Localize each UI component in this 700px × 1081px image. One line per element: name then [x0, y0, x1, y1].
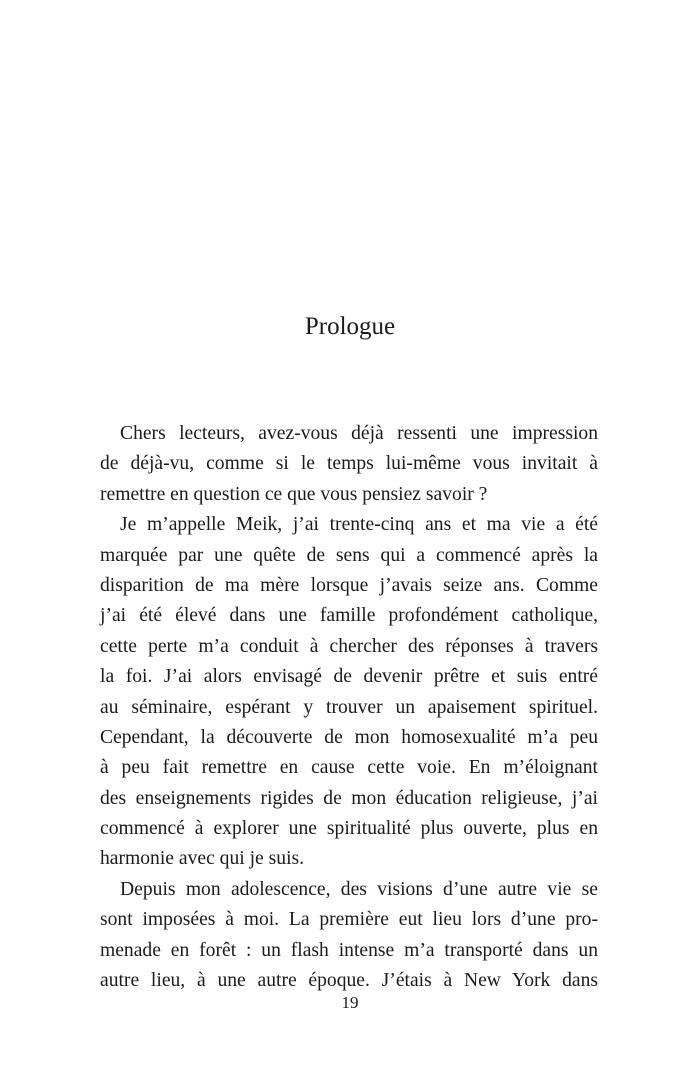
- text-line: Je m’appelle Meik, j’ai trente-cinq ans et ma vie a été: [120, 514, 598, 536]
- text-line: disparition de ma mère lorsque j’avais seize ans. Comme: [100, 574, 598, 596]
- text-line: commencé à explorer une spiritualité plus ouverte, plus en: [100, 818, 598, 840]
- text-line: Chers lecteurs, avez-vous déjà ressenti une impression: [120, 423, 598, 444]
- text-line: sont imposées à moi. La première eut lieu lors d’une pro-: [100, 909, 598, 931]
- text-line: marquée par une quête de sens qui a commencé après la: [100, 544, 598, 566]
- text-line: harmonie avec qui je suis.: [100, 848, 305, 870]
- text-line: de déjà-vu, comme si le temps lui-même vous invitait à: [100, 453, 598, 475]
- text-line: au séminaire, espérant y trouver un apaisement spirituel.: [100, 696, 598, 718]
- text-line: menade en forêt : un flash intense m’a transporté dans un: [100, 939, 598, 961]
- text-line: remettre en question ce que vous pensiez savoir ?: [100, 483, 488, 505]
- text-line: à peu fait remettre en cause cette voie. En m’éloignant: [100, 757, 598, 779]
- text-line: Cependant, la découverte de mon homosexualité m’a peu: [100, 726, 598, 748]
- text-line: des enseignements rigides de mon éducation religieuse, j’ai: [100, 787, 598, 809]
- chapter-body: [100, 419, 598, 996]
- text-line: j’ai été élevé dans une famille profondément catholique,: [100, 605, 598, 627]
- page-number: 19: [341, 993, 359, 1012]
- text-line: autre lieu, à une autre époque. J’étais à New York dans: [100, 970, 598, 992]
- text-line: cette perte m’a conduit à chercher des réponses à travers: [100, 635, 598, 657]
- text-line: la foi. J’ai alors envisagé de devenir prêtre et suis entré: [100, 666, 598, 688]
- chapter-title: Prologue: [304, 313, 396, 340]
- text-line: Depuis mon adolescence, des visions d’une autre vie se: [120, 878, 598, 900]
